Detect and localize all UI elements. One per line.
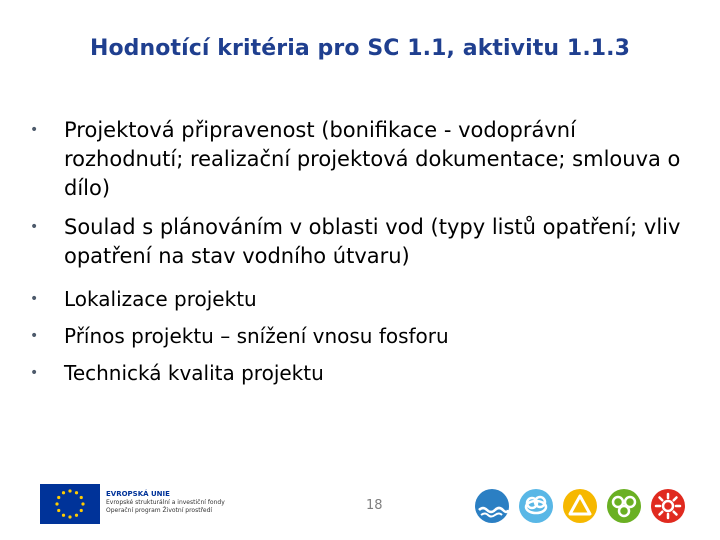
list-item-text: Soulad s plánováním v oblasti vod (typy listů opatření; vliv opatření na stav vodního útvaru) [64, 215, 681, 268]
eu-star-icon [57, 496, 60, 499]
bullet-icon: • [30, 219, 39, 235]
list-item-text: Technická kvalita projektu [64, 361, 324, 385]
eu-star-icon [80, 509, 83, 512]
criteria-list [30, 116, 690, 387]
list-item [30, 116, 690, 203]
eu-flag-icon [40, 484, 100, 524]
sun-icon [650, 488, 686, 524]
triangle-icon [562, 488, 598, 524]
list-item [30, 213, 690, 271]
eu-star-icon [80, 496, 83, 499]
eu-fund-label: Evropské strukturální a investiční fondy [106, 499, 225, 506]
eu-star-icon [75, 491, 78, 494]
slide-footer [0, 476, 720, 540]
eu-label: EVROPSKÁ UNIE [106, 490, 170, 498]
cloud-icon [518, 488, 554, 524]
bullet-icon: • [30, 365, 39, 381]
list-item-text: Přínos projektu – snížení vnosu fosforu [64, 324, 449, 348]
eu-star-icon [75, 514, 78, 517]
list-item [30, 322, 690, 350]
bullet-icon: • [30, 291, 39, 307]
eu-star-icon [62, 491, 65, 494]
eu-star-icon [62, 514, 65, 517]
eu-logo-text [106, 490, 225, 515]
list-item-text: Projektová připravenost (bonifikace - vodoprávní rozhodnutí; realizační projektová dokumentace; smlouva o dílo) [64, 118, 681, 200]
trees-icon [606, 488, 642, 524]
eu-star-icon [55, 502, 58, 505]
list-item [30, 285, 690, 313]
bullet-icon: • [30, 122, 39, 138]
eu-star-icon [68, 489, 71, 492]
list-item-text: Lokalizace projektu [64, 287, 257, 311]
list-item [30, 359, 690, 387]
eu-star-icon [68, 515, 71, 518]
slide-title: Hodnotící kritéria pro SC 1.1, aktivitu 1.1.3 [89, 36, 631, 61]
page-number: 18 [366, 498, 383, 513]
eu-program-label: Operační program Životní prostředí [106, 507, 213, 514]
eu-star-icon [57, 509, 60, 512]
water-drop-icon [474, 488, 510, 524]
bullet-icon: • [30, 328, 39, 344]
eu-star-icon [81, 502, 84, 505]
